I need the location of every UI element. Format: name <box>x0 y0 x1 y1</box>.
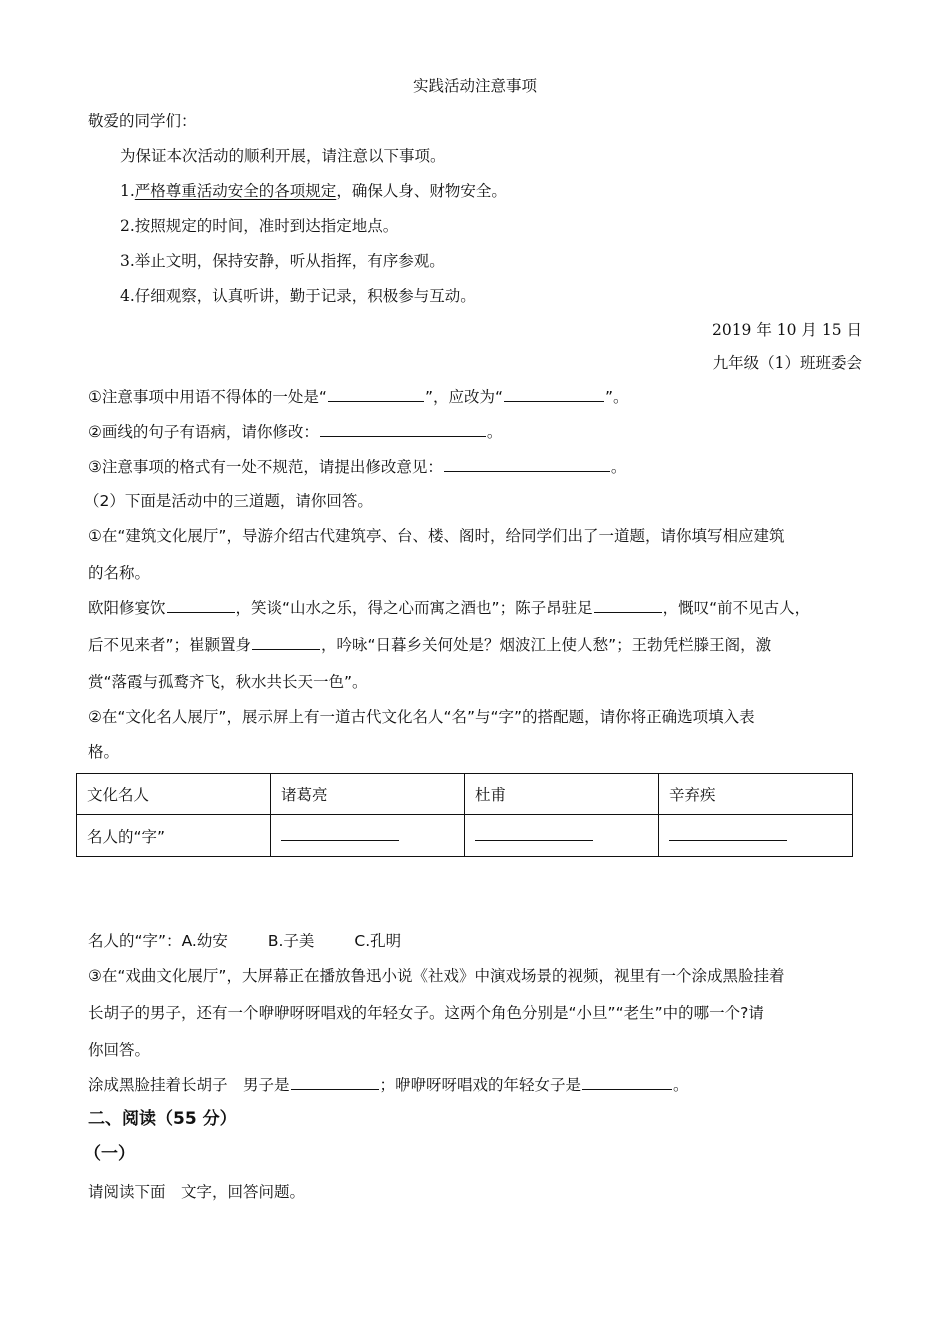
q2-3-line-3: 你回答。 <box>88 1041 151 1059</box>
notice-item-2: 2.按照规定的时间，准时到达指定地点。 <box>120 217 399 235</box>
answer-blank[interactable] <box>582 1075 672 1090</box>
table-answer-cell[interactable] <box>659 815 853 857</box>
name-style-table <box>76 773 853 857</box>
answer-blank[interactable] <box>669 830 787 841</box>
table-row-label: 名人的“字” <box>77 815 271 857</box>
q2-1-line-3 <box>88 598 810 618</box>
q2-3-line-1: ③在“戏曲文化展厅”，大屏幕正在播放鲁迅小说《社戏》中演戏场景的视频，视里有一个涂成黑脸挂着 <box>88 967 785 985</box>
section-2-sub-heading: （一） <box>84 1144 135 1164</box>
answer-blank[interactable] <box>320 422 486 437</box>
table-answer-cell[interactable] <box>465 815 659 857</box>
answer-blank[interactable] <box>444 457 610 472</box>
notice-item-3: 3.举止文明，保持安静，听从指挥，有序参观。 <box>120 252 445 270</box>
q2-1-text-c: ，慨叹“前不见古人， <box>662 599 811 617</box>
table-row <box>77 774 853 815</box>
table-row <box>77 815 853 857</box>
question-1-1 <box>88 387 629 407</box>
q2-2-line-2: 格。 <box>88 743 120 761</box>
q2-1-line-5: 赏“落霞与孤鹜齐飞，秋水共长天一色”。 <box>88 673 368 691</box>
reading-instruction: 请阅读下面 文字，回答问题。 <box>88 1183 306 1201</box>
q1-3-text-b: 。 <box>610 458 627 476</box>
q2-3-text-b: ；咿咿呀呀唱戏的年轻女子是 <box>379 1076 582 1094</box>
answer-blank[interactable] <box>475 830 593 841</box>
question-1-3 <box>88 457 626 477</box>
q1-2-text-b: 。 <box>486 423 503 441</box>
answer-blank[interactable] <box>504 387 604 402</box>
notice-item-4: 4.仔细观察，认真听讲，勤于记录，积极参与互动。 <box>120 287 476 305</box>
q2-1-text-b: ，笑谈“山水之乐，得之心而寓之酒也”；陈子昂驻足 <box>235 599 593 617</box>
question-1-2 <box>88 422 502 442</box>
section-2-heading: 二、阅读（55 分） <box>88 1109 237 1129</box>
q1-2-text-a: ②画线的句子有语病，请你修改： <box>88 423 319 441</box>
q2-3-line-4 <box>88 1075 689 1095</box>
q1-1-text-b: ”，应改为“ <box>424 388 503 406</box>
item1-number: 1. <box>120 182 135 200</box>
table-header-cell: 辛弃疾 <box>659 774 853 815</box>
q2-1-line-4 <box>88 635 771 655</box>
q1-1-text-a: ①注意事项中用语不得体的一处是“ <box>88 388 327 406</box>
table-answer-cell[interactable] <box>271 815 465 857</box>
notice-item-1 <box>120 181 507 201</box>
options-line <box>88 931 401 951</box>
answer-blank[interactable] <box>328 387 424 402</box>
notice-signature: 九年级（1）班班委会 <box>712 354 862 372</box>
q2-1-line-1: ①在“建筑文化展厅”，导游介绍古代建筑亭、台、楼、阁时，给同学们出了一道题，请你填写相应建筑 <box>88 527 785 545</box>
answer-blank[interactable] <box>252 635 320 650</box>
q2-1-line-2: 的名称。 <box>88 564 151 582</box>
table-header-cell: 文化名人 <box>77 774 271 815</box>
option-a: A.幼安 <box>181 932 228 950</box>
item1-rest: ，确保人身、财物安全。 <box>336 182 507 200</box>
q1-1-text-c: ”。 <box>605 388 629 406</box>
q2-2-line-1: ②在“文化名人展厅”，展示屏上有一道古代文化名人“名”与“字”的搭配题，请你将正确选项填入表 <box>88 708 755 726</box>
notice-title: 实践活动注意事项 <box>412 77 537 95</box>
notice-greeting: 敬爱的同学们： <box>88 112 197 130</box>
q2-1-text-a: 欧阳修宴饮 <box>88 599 166 617</box>
question-2-heading: （2）下面是活动中的三道题，请你回答。 <box>84 492 373 510</box>
underlined-sentence: 严格尊重活动安全的各项规定 <box>134 182 337 200</box>
q1-3-text-a: ③注意事项的格式有一处不规范，请提出修改意见： <box>88 458 443 476</box>
q2-1-text-d: 后不见来者”；崔颢置身 <box>88 636 252 654</box>
answer-blank[interactable] <box>167 598 235 613</box>
notice-date: 2019 年 10 月 15 日 <box>711 321 862 339</box>
table-header-cell: 诸葛亮 <box>271 774 465 815</box>
q2-3-line-2: 长胡子的男子，还有一个咿咿呀呀唱戏的年轻女子。这两个角色分别是“小旦”“老生”中的哪一个?请 <box>88 1004 764 1022</box>
answer-blank[interactable] <box>594 598 662 613</box>
answer-blank[interactable] <box>281 830 399 841</box>
options-label: 名人的“字”： <box>88 932 182 950</box>
q2-3-text-c: 。 <box>673 1076 689 1094</box>
option-b: B.子美 <box>267 932 315 950</box>
table-header-cell: 杜甫 <box>465 774 659 815</box>
q2-3-text-a: 涂成黑脸挂着长胡子 男子是 <box>88 1076 290 1094</box>
q2-1-text-e: ，吟咏“日暮乡关何处是？烟波江上使人愁”；王勃凭栏滕王阁，激 <box>321 636 772 654</box>
option-c: C.孔明 <box>354 932 402 950</box>
answer-blank[interactable] <box>291 1075 379 1090</box>
notice-intro: 为保证本次活动的顺利开展，请注意以下事项。 <box>120 147 446 165</box>
